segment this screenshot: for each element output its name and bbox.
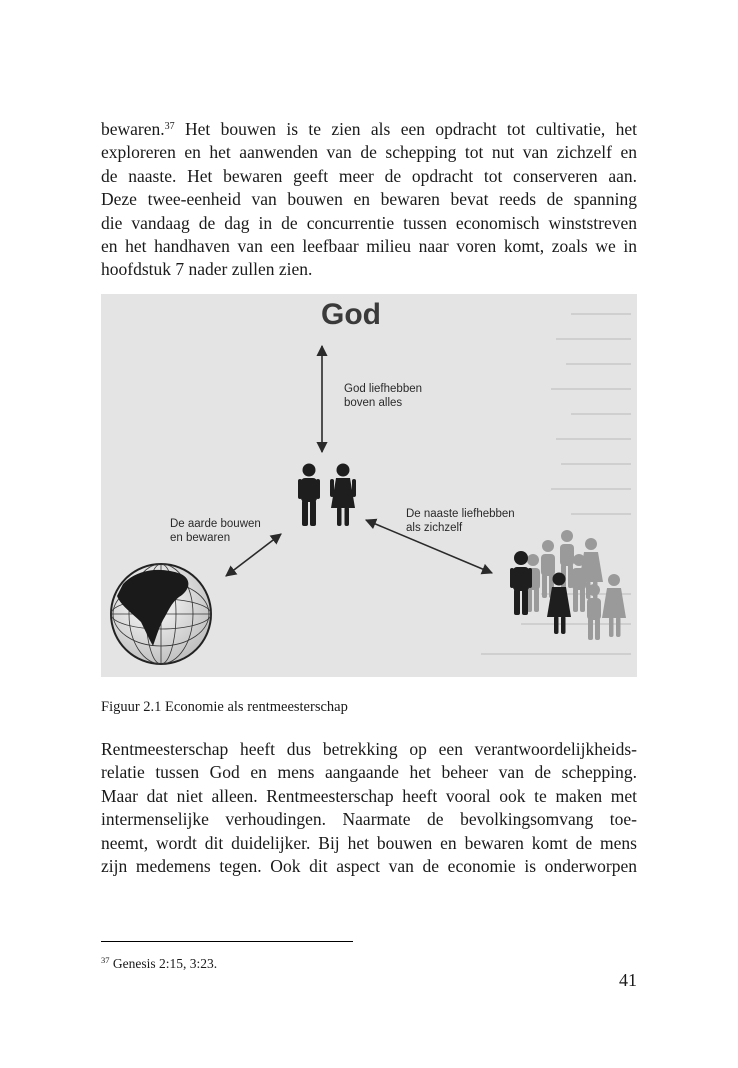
couple-icon — [298, 464, 356, 527]
text-line: die vandaag de dag in de concurrentie tussen economisch winststreven — [101, 212, 637, 233]
text-line: zijn medemens tegen. Ook dit aspect van de economie is onderworpen — [101, 856, 637, 877]
stewardship-figure — [101, 294, 637, 677]
text-line: bewaren.$^{37}$ Het bouwen is te zien als een opdracht tot cultivatie, het — [101, 119, 637, 139]
page-number: 41 — [619, 970, 637, 990]
text-line: en het handhaven van een leefbaar milieu naar voren komt, zoals we in — [101, 236, 637, 257]
footnote-text: Genesis 2:15, 3:23. — [109, 956, 218, 971]
footnote-divider — [101, 941, 353, 942]
left-label: en bewaren — [170, 532, 231, 544]
text-line: relatie tussen God en mens aangaande het beheer van de schepping. — [101, 762, 637, 783]
text-line: hoofdstuk 7 nader zullen zien. — [101, 259, 313, 280]
left-label: De aarde bouwen — [170, 518, 261, 530]
figure-caption: Figuur 2.1 Economie als rentmeesterschap — [101, 699, 348, 715]
god-label: God — [321, 298, 381, 331]
body-paragraph-1 — [101, 118, 637, 282]
footnote-reference[interactable]: 37 — [164, 121, 175, 132]
right-label: als zichzelf — [406, 522, 463, 534]
text-line: Maar dat niet alleen. Rentmeesterschap heeft vooral ook te maken met — [101, 785, 637, 806]
text-line: Rentmeesterschap heeft dus betrekking op een verantwoordelijkheids- — [101, 739, 637, 759]
left-arrow — [226, 534, 281, 576]
body-paragraph-2 — [101, 738, 637, 878]
text-line: de naaste. Het bewaren geeft meer de opdracht tot conserveren aan. — [101, 165, 637, 186]
text-line: exploreren en het aanwenden van de schepping tot nut van zichzelf en — [101, 142, 637, 163]
right-label: De naaste liefhebben — [406, 508, 515, 520]
footnote — [101, 956, 217, 972]
footnote-number: 37 — [101, 955, 110, 965]
vertical-label: boven alles — [344, 397, 403, 409]
text-line: intermenselijke verhoudingen. Naarmate de bevolkingsomvang toe- — [101, 809, 637, 830]
globe-icon — [111, 564, 211, 664]
vertical-label: God liefhebben — [344, 383, 423, 395]
text-line: neemt, wordt dit duidelijker. Bij het bouwen en bewaren komt de mens — [101, 832, 637, 853]
text-line: Deze twee-eenheid van bouwen en bewaren bevat reeds de spanning — [101, 189, 637, 210]
